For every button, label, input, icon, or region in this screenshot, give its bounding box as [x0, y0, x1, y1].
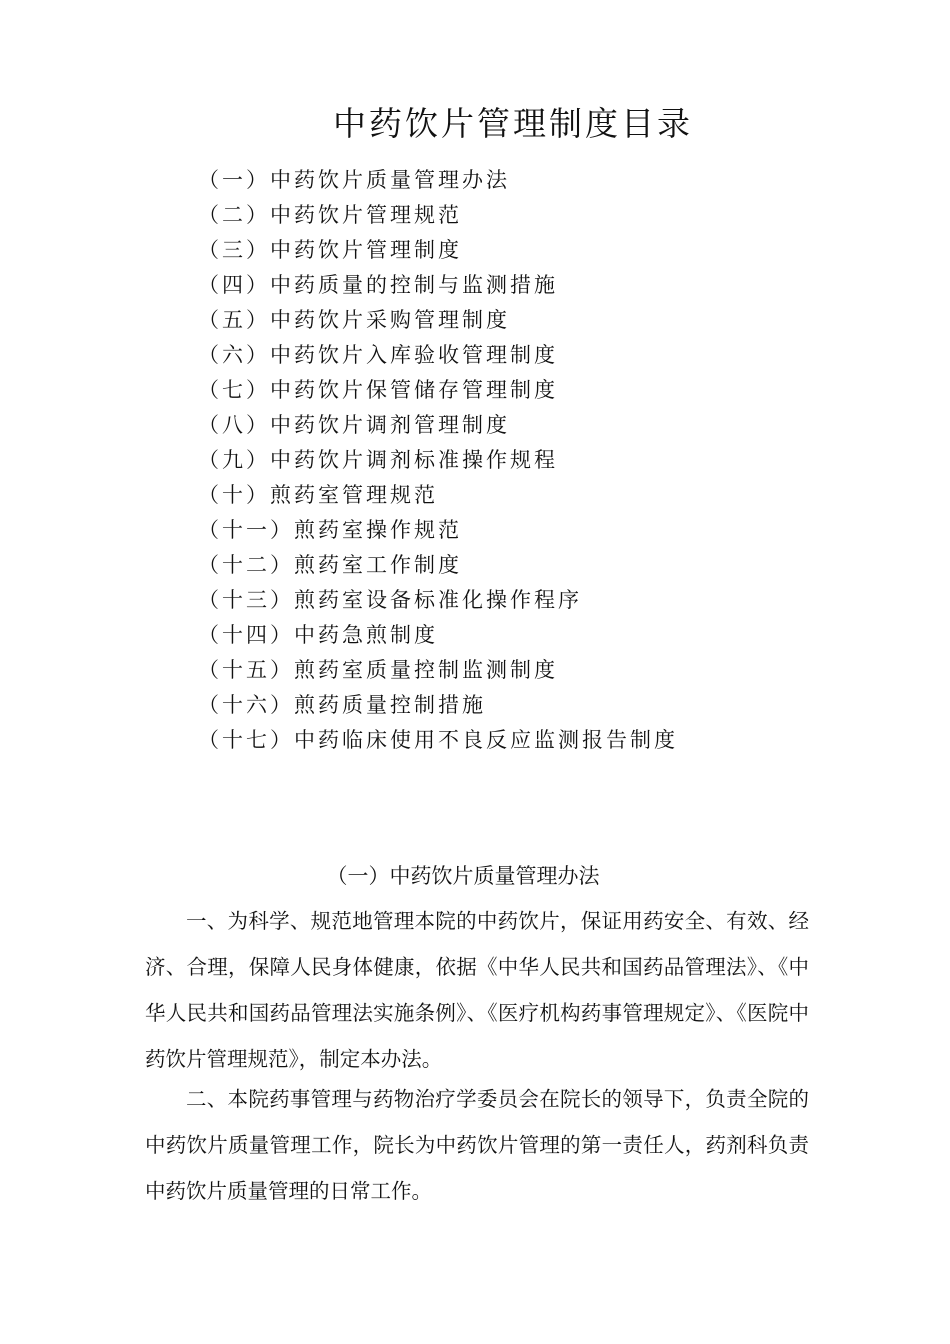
toc-item: （十六）煎药质量控制措施	[198, 693, 486, 717]
document-title: 中药饮片管理制度目录	[333, 104, 693, 143]
section-heading: （一）中药饮片质量管理办法	[326, 864, 600, 888]
toc-item: （十）煎药室管理规范	[198, 483, 438, 507]
toc-item: （十七）中药临床使用不良反应监测报告制度	[198, 728, 678, 752]
toc-item: （六）中药饮片入库验收管理制度	[198, 343, 558, 367]
toc-item: （一）中药饮片质量管理办法	[198, 168, 510, 192]
toc-item: （十三）煎药室设备标准化操作程序	[198, 588, 582, 612]
toc-item: （十二）煎药室工作制度	[198, 553, 462, 577]
toc-item: （二）中药饮片管理规范	[198, 203, 462, 227]
toc-item: （十四）中药急煎制度	[198, 623, 438, 647]
toc-item: （三）中药饮片管理制度	[198, 238, 462, 262]
table-of-contents	[198, 163, 678, 758]
toc-item: （八）中药饮片调剂管理制度	[198, 413, 510, 437]
toc-item: （十五）煎药室质量控制监测制度	[198, 658, 558, 682]
body-paragraph: 二、本院药事管理与药物治疗学委员会在院长的领导下，负责全院的中药饮片质量管理工作，院长为中药饮片管理的第一责任人，药剂科负责中药饮片质量管理的日常工作。	[145, 1087, 809, 1203]
toc-item: （四）中药质量的控制与监测措施	[198, 273, 558, 297]
toc-item: （七）中药饮片保管储存管理制度	[198, 378, 558, 402]
toc-item: （五）中药饮片采购管理制度	[198, 308, 510, 332]
toc-item: （十一）煎药室操作规范	[198, 518, 462, 542]
toc-item: （九）中药饮片调剂标准操作规程	[198, 448, 558, 472]
body-paragraph: 一、为科学、规范地管理本院的中药饮片，保证用药安全、有效、经济、合理，保障人民身体健康，依据《中华人民共和国药品管理法》、《中华人民共和国药品管理法实施条例》、《医疗机构药事管理规定》、《医院中药饮片管理规范》，制定本办法。	[145, 909, 809, 1071]
